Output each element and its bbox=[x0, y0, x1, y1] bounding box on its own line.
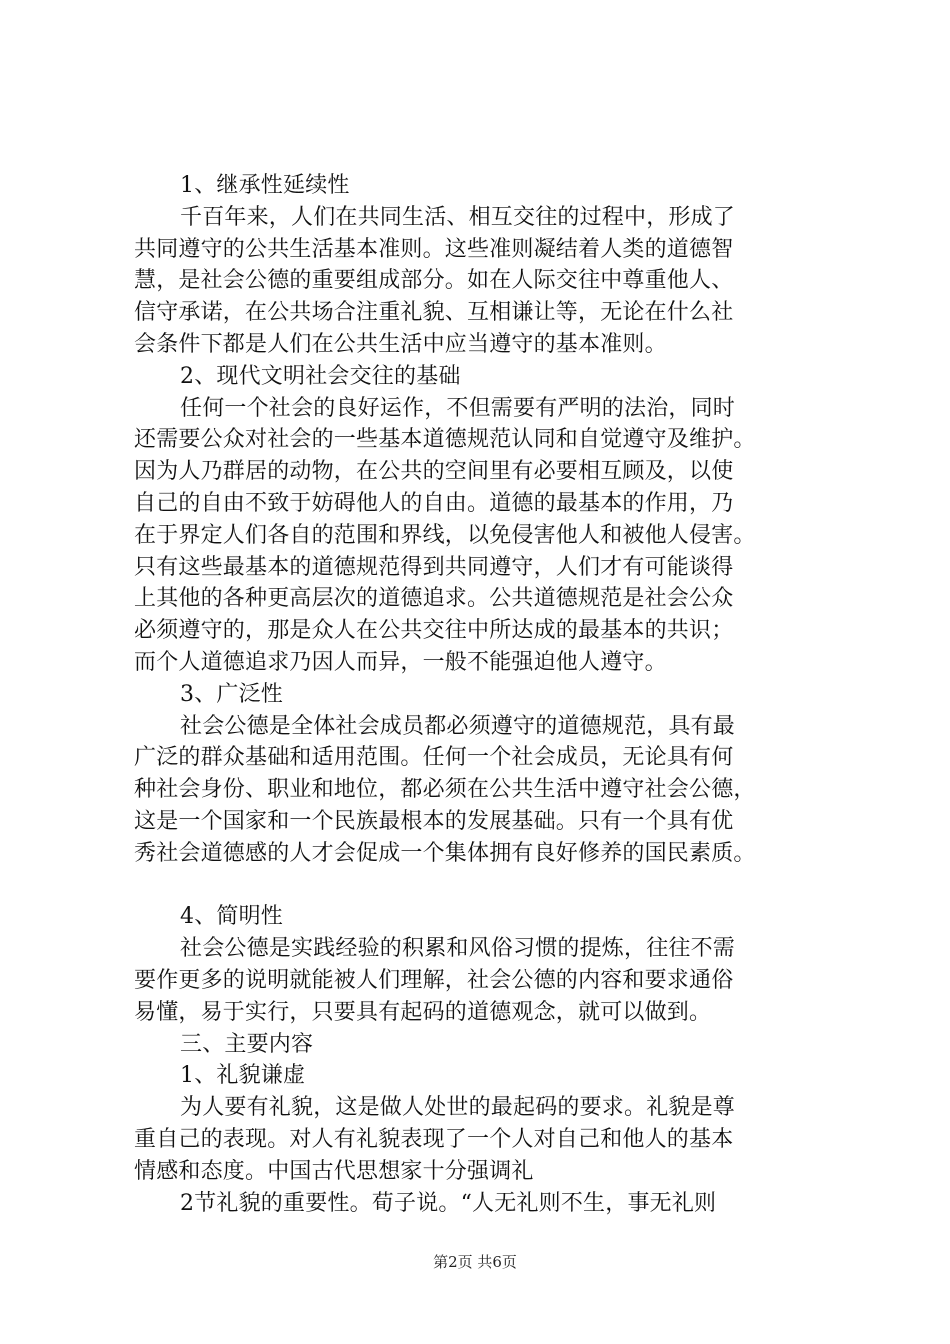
text-line: 秀社会道德感的人才会促成一个集体拥有良好修养的国民素质。 bbox=[134, 840, 756, 866]
text-line: 广泛的群众基础和适用范围。任何一个社会成员，无论具有何 bbox=[134, 745, 734, 771]
text-line: 因为人乃群居的动物，在公共的空间里有必要相互顾及，以使 bbox=[134, 459, 734, 485]
text-line: 在于界定人们各自的范围和界线，以免侵害他人和被他人侵害。 bbox=[134, 522, 756, 548]
text-line: 必须遵守的，那是众人在公共交往中所达成的最基本的共识； bbox=[134, 618, 734, 644]
text-line: 为人要有礼貌，这是做人处世的最起码的要求。礼貌是尊 bbox=[180, 1095, 736, 1121]
text-line: 共同遵守的公共生活基本准则。这些准则凝结着人类的道德智 bbox=[134, 236, 734, 262]
text-line: 1、继承性延续性 bbox=[180, 173, 350, 198]
text-line: 要作更多的说明就能被人们理解，社会公德的内容和要求通俗 bbox=[134, 967, 734, 993]
text-line: 这是一个国家和一个民族最根本的发展基础。只有一个具有优 bbox=[134, 808, 734, 834]
text-line: 1、礼貌谦虚 bbox=[180, 1063, 306, 1089]
text-line: 而个人道德追求乃因人而异，一般不能强迫他人遵守。 bbox=[134, 649, 667, 675]
text-line: 会条件下都是人们在公共生活中应当遵守的基本准则。 bbox=[134, 331, 667, 357]
text-line: 种社会身份、职业和地位，都必须在公共生活中遵守社会公德， bbox=[134, 777, 756, 803]
text-line: 任何一个社会的良好运作，不但需要有严明的法治，同时 bbox=[180, 395, 736, 421]
text-line: 2节礼貌的重要性。荀子说。“人无礼则不生，事无礼则 bbox=[180, 1190, 717, 1216]
page-footer: 第2页 共6页 bbox=[433, 1253, 517, 1271]
text-line: 自己的自由不致于妨碍他人的自由。道德的最基本的作用，乃 bbox=[134, 490, 734, 516]
text-line: 信守承诺，在公共场合注重礼貌、互相谦让等，无论在什么社 bbox=[134, 300, 734, 326]
text-line: 重自己的表现。对人有礼貌表现了一个人对自己和他人的基本 bbox=[134, 1126, 734, 1152]
text-line: 还需要公众对社会的一些基本道德规范认同和自觉遵守及维护。 bbox=[134, 427, 756, 453]
text-line: 社会公德是全体社会成员都必须遵守的道德规范，具有最 bbox=[180, 713, 736, 739]
text-line: 2、现代文明社会交往的基础 bbox=[180, 363, 461, 389]
document-body bbox=[134, 170, 834, 1219]
text-line: 慧，是社会公德的重要组成部分。如在人际交往中尊重他人、 bbox=[134, 268, 734, 294]
text-line: 千百年来，人们在共同生活、相互交往的过程中，形成了 bbox=[180, 204, 736, 230]
blank-line bbox=[134, 870, 834, 902]
text-line: 4、简明性 bbox=[180, 904, 283, 930]
text-line: 三、主要内容 bbox=[180, 1031, 314, 1057]
text-line: 易懂，易于实行，只要具有起码的道德观念，就可以做到。 bbox=[134, 999, 712, 1025]
text-line: 上其他的各种更高层次的道德追求。公共道德规范是社会公众 bbox=[134, 586, 734, 612]
text-line: 情感和态度。中国古代思想家十分强调礼 bbox=[134, 1158, 534, 1184]
text-line: 3、广泛性 bbox=[180, 681, 283, 707]
text-line: 只有这些最基本的道德规范得到共同遵守，人们才有可能谈得 bbox=[134, 554, 734, 580]
text-line: 社会公德是实践经验的积累和风俗习惯的提炼，往往不需 bbox=[180, 936, 736, 962]
